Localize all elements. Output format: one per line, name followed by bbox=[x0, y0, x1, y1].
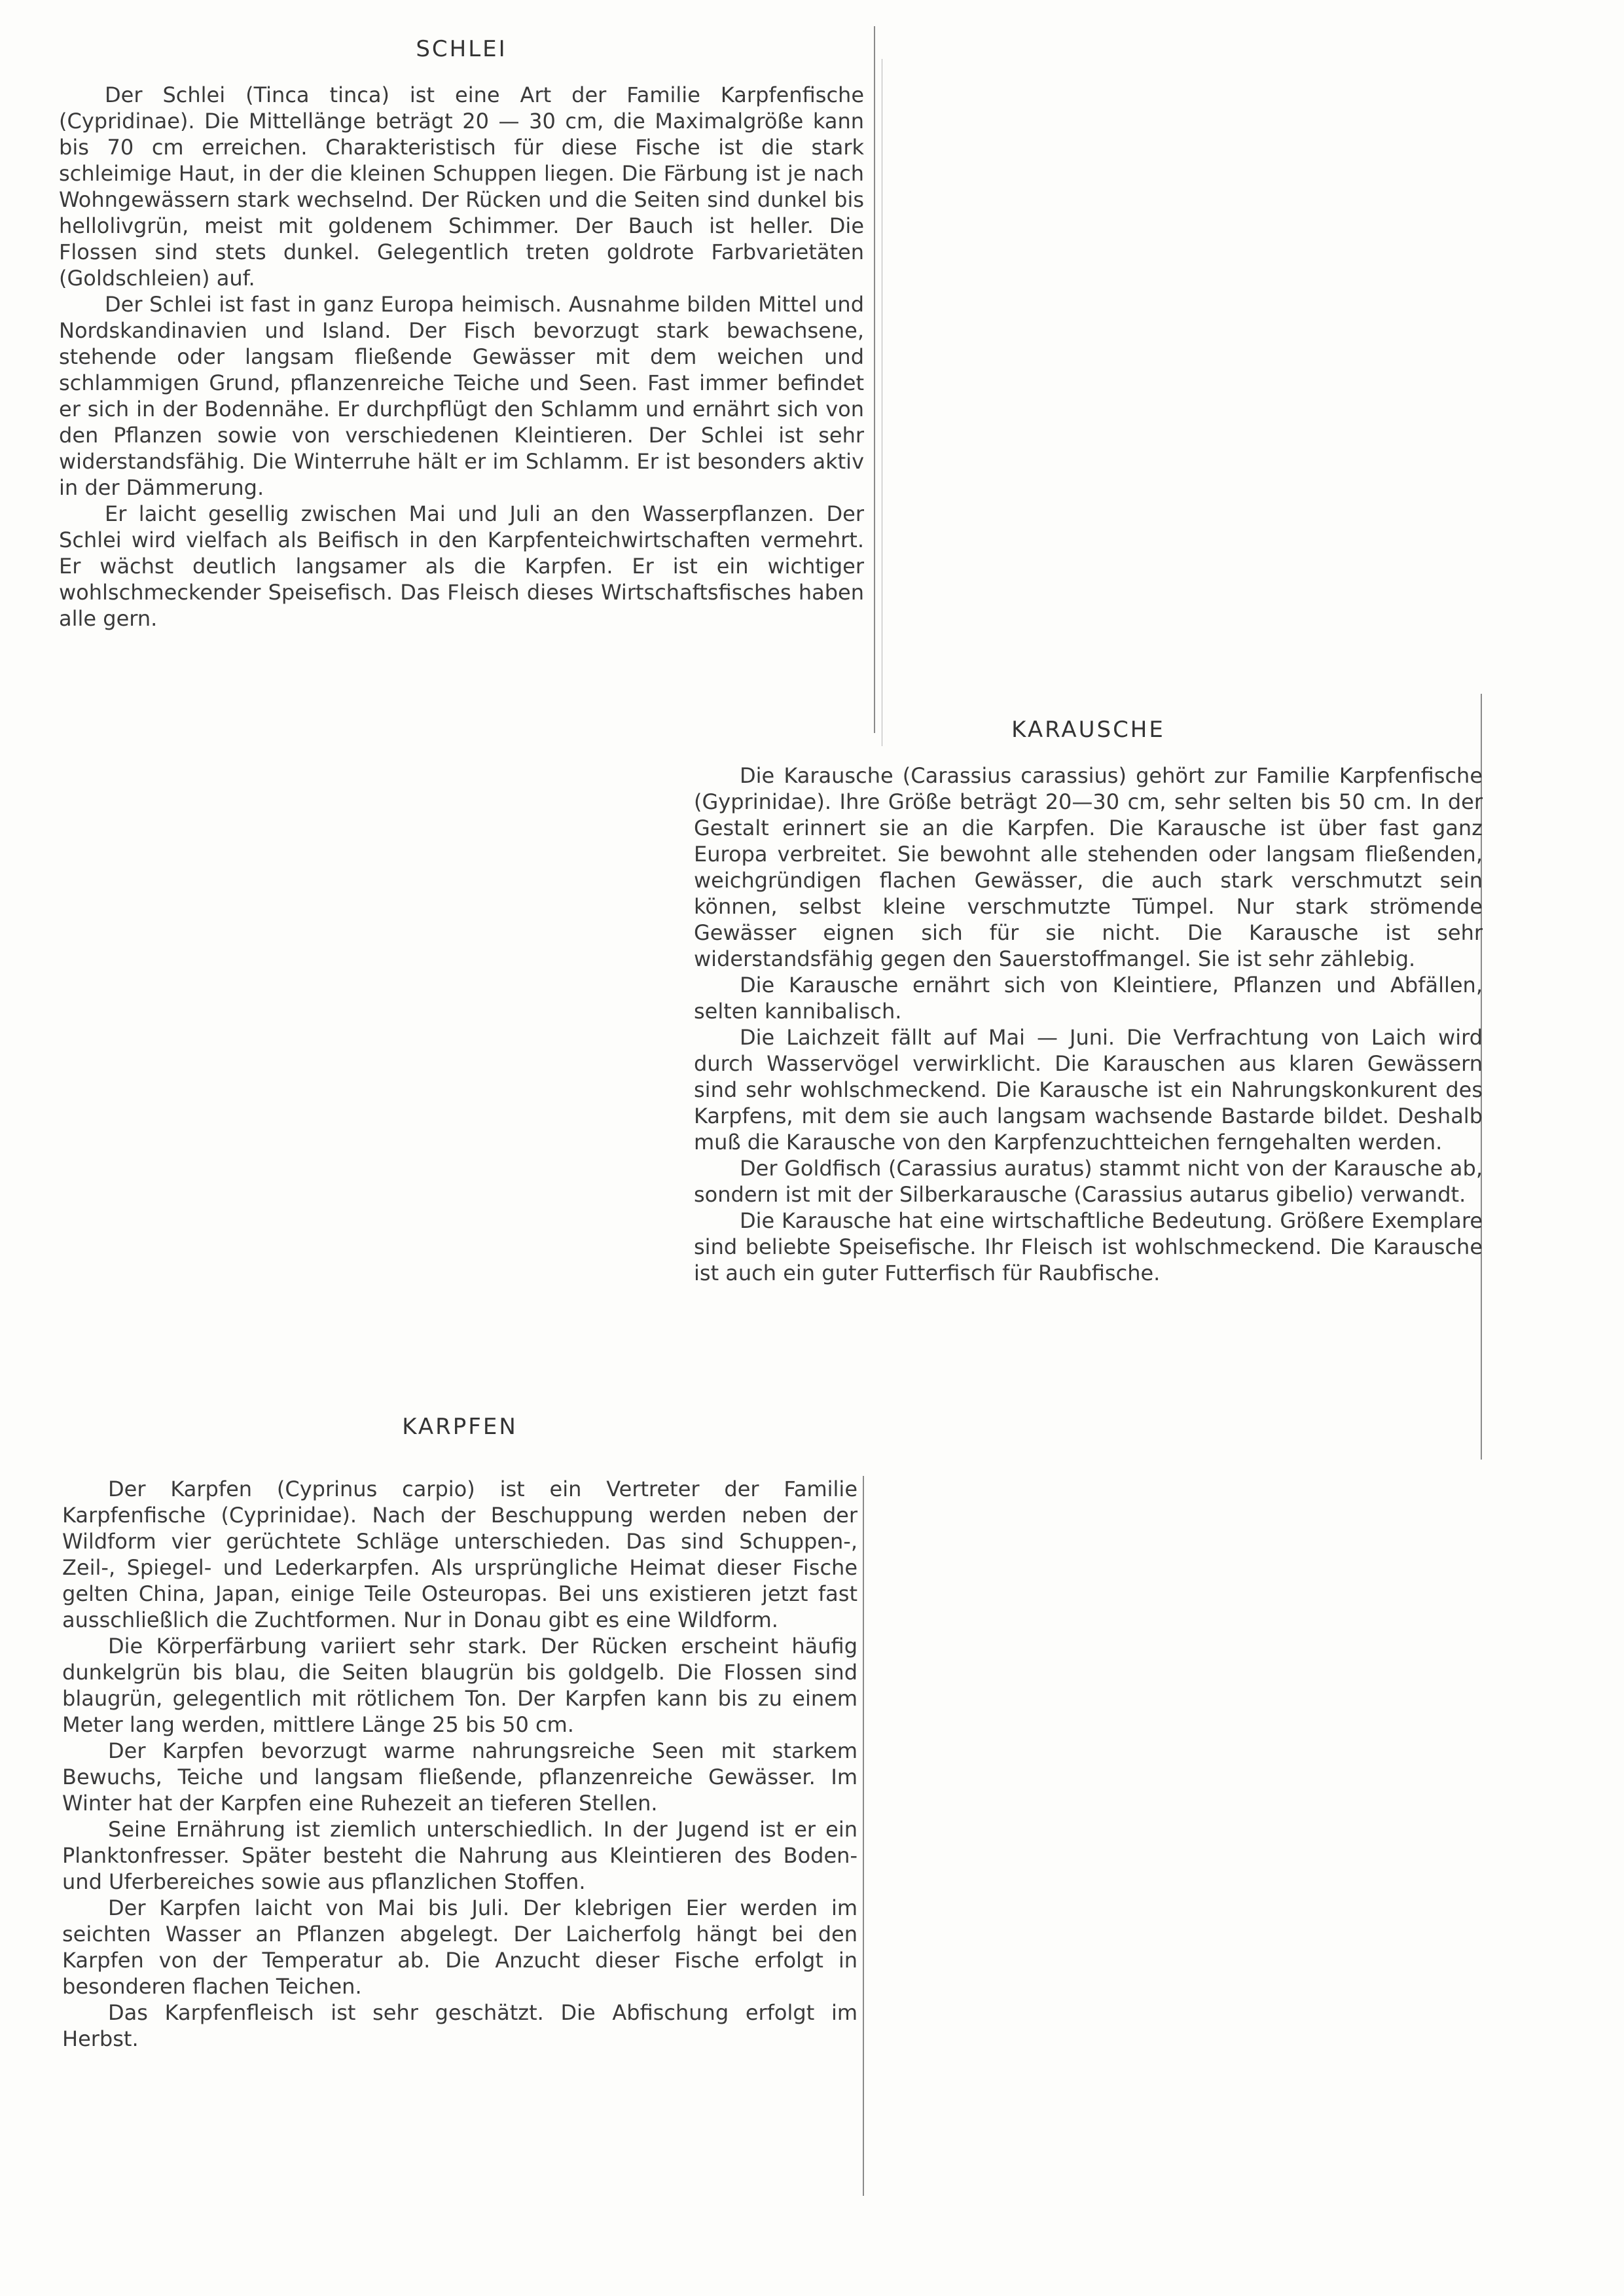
paragraph: Die Karausche hat eine wirtschaftliche Bedeutung. Größere Exemplare sind beliebte Speisefische. Ihr Fleisch ist wohlschmeckend. Die Karausche ist auch ein guter Futterfisch für Raubfische. bbox=[694, 1208, 1483, 1285]
article-body bbox=[59, 82, 864, 632]
article-title: KARPFEN bbox=[402, 1414, 518, 1440]
paragraph: Seine Ernährung ist ziemlich unterschiedlich. In der Jugend ist er ein Planktonfresser. Später besteht die Nahrung aus Kleintieren des Boden- und Uferbereiches sowie aus pflanzlichen Stoffen. bbox=[62, 1817, 857, 1894]
paragraph: Der Goldfisch (Carassius auratus) stammt nicht von der Karausche ab, sondern ist mit der Silberkarausche (Carassius autarus gibelio) verwandt. bbox=[694, 1156, 1483, 1207]
article-karpfen bbox=[62, 1414, 857, 2052]
paragraph: Der Karpfen (Cyprinus carpio) ist ein Vertreter der Familie Karpfenfische (Cyprinidae). Nach der Beschuppung werden neben der Wildform vier gerüchtete Schläge unterschieden. Das sind Schuppen-, Zeil-, Spiegel- und Lederkarpfen. Als ursprüngliche Heimat dieser Fische gelten China, Japan, einige Teile Osteuropas. Bei uns existieren jetzt fast ausschließlich die Zuchtformen. Nur in Donau gibt es eine Wildform. bbox=[62, 1477, 857, 1632]
paragraph: Die Laichzeit fällt auf Mai — Juni. Die Verfrachtung von Laich wird durch Wasservögel verwirklicht. Die Karauschen aus klaren Gewässern sind sehr wohlschmeckend. Die Karausche ist ein Nahrungskonkurent des Karpfens, mit dem sie auch langsam wachsende Bastarde bildet. Deshalb muß die Karausche von den Karpfenzuchtteichen ferngehalten werden. bbox=[694, 1025, 1483, 1155]
paragraph: Der Schlei ist fast in ganz Europa heimisch. Ausnahme bilden Mittel und Nordskandinavien und Island. Der Fisch bevorzugt stark bewachsene, stehende oder langsam fließende Gewässer mit dem weichen und schlammigen Grund, pflanzenreiche Teiche und Seen. Fast immer befindet er sich in der Bodennähe. Er durchpflügt den Schlamm und ernährt sich von den Pflanzen sowie von verschiedenen Kleintieren. Der Schlei ist sehr widerstandsfähig. Die Winterruhe hält er im Schlamm. Er ist besonders aktiv in der Dämmerung. bbox=[59, 292, 864, 500]
article-body bbox=[62, 1476, 857, 2052]
article-title: SCHLEI bbox=[416, 36, 507, 62]
paragraph: Das Karpfenfleisch ist sehr geschätzt. Die Abfischung erfolgt im Herbst. bbox=[62, 2000, 857, 2051]
article-schlei bbox=[59, 36, 864, 632]
paragraph: Die Karausche (Carassius carassius) gehört zur Familie Karpfenfische (Gyprinidae). Ihre Größe beträgt 20—30 cm, sehr selten bis 50 cm. In der Gestalt erinnert sie an die Karpfen. Die Karausche ist über fast ganz Europa verbreitet. Sie bewohnt alle stehenden oder langsam fließenden, weichgründigen flachen Gewässer, die auch stark verschmutzt sein können, selbst kleine verschmutzte Tümpel. Nur stark strömende Gewässer eignen sich für sie nicht. Die Karausche ist sehr widerstandsfähig gegen den Sauerstoffmangel. Sie ist sehr zählebig. bbox=[694, 763, 1483, 971]
paragraph: Der Karpfen bevorzugt warme nahrungsreiche Seen mit starkem Bewuchs, Teiche und langsam fließende, pflanzenreiche Gewässer. Im Winter hat der Karpfen eine Ruhezeit an tieferen Stellen. bbox=[62, 1738, 857, 1816]
article-body bbox=[694, 762, 1483, 1286]
scan-edge-line bbox=[874, 26, 875, 733]
article-title: KARAUSCHE bbox=[1011, 717, 1165, 743]
article-karausche bbox=[694, 717, 1483, 1286]
scan-edge-line bbox=[863, 1476, 864, 2196]
paragraph: Die Karausche ernährt sich von Kleintiere, Pflanzen und Abfällen, selten kannibalisch. bbox=[694, 973, 1483, 1024]
paragraph: Er laicht gesellig zwischen Mai und Juli an den Wasserpflanzen. Der Schlei wird vielfach als Beifisch in den Karpfenteichwirtschaften vermehrt. Er wächst deutlich langsamer als die Karpfen. Er ist ein wichtiger wohlschmeckender Speisefisch. Das Fleisch dieses Wirtschaftsfisches haben alle gern. bbox=[59, 501, 864, 631]
paragraph: Der Schlei (Tinca tinca) ist eine Art der Familie Karpfenfische (Cypridinae). Die Mittellänge beträgt 20 — 30 cm, die Maximalgröße kann bis 70 cm erreichen. Charakteristisch für diese Fische ist die stark schleimige Haut, in der die kleinen Schuppen liegen. Die Färbung ist je nach Wohngewässern stark wechselnd. Der Rücken und die Seiten sind dunkel bis hellolivgrün, meist mit goldenem Schimmer. Der Bauch ist heller. Die Flossen sind stets dunkel. Gelegentlich treten goldrote Farbvarietäten (Goldschleien) auf. bbox=[59, 82, 864, 291]
paragraph: Der Karpfen laicht von Mai bis Juli. Der klebrigen Eier werden im seichten Wasser an Pflanzen abgelegt. Der Laicherfolg hängt bei den Karpfen von der Temperatur ab. Die Anzucht dieser Fische erfolgt in besonderen flachen Teichen. bbox=[62, 1895, 857, 1999]
paragraph: Die Körperfärbung variiert sehr stark. Der Rücken erscheint häufig dunkelgrün bis blau, die Seiten blaugrün bis goldgelb. Die Flossen sind blaugrün, gelegentlich mit rötlichem Ton. Der Karpfen kann bis zu einem Meter lang werden, mittlere Länge 25 bis 50 cm. bbox=[62, 1634, 857, 1737]
